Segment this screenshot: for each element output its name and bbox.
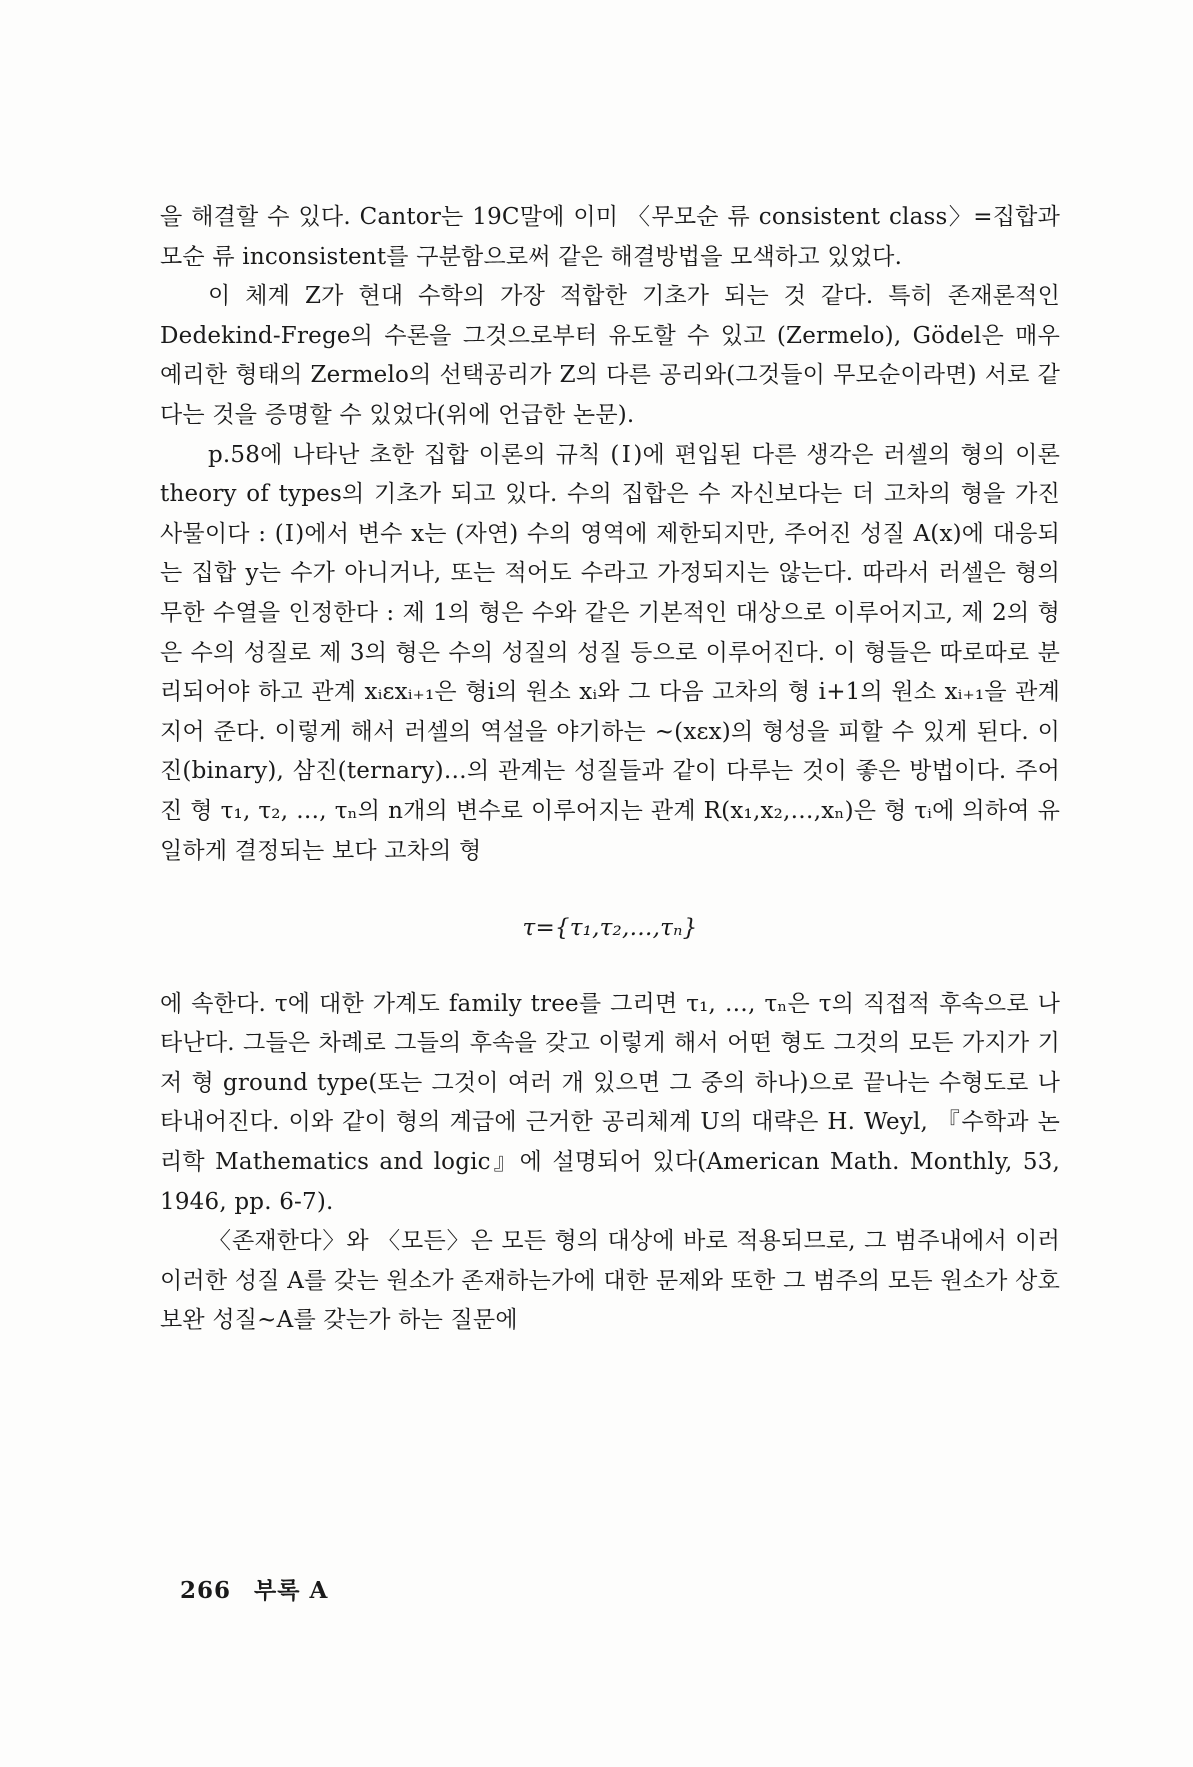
page-footer: [180, 1572, 328, 1605]
paragraph-family-tree: 에 속한다. τ에 대한 가계도 family tree를 그리면 τ₁, …, τₙ은 τ의 직접적 후속으로 나타난다. 그들은 차례로 그들의 후속을 갖고 이렇게 해서 어떤 형도 그것의 모든 가지가 기저 형 ground type(또는 그것이 여러 개 있으면 그 중의 하나)으로 끝나는 수형도로 나타내어진다. 이와 같이 형의 계급에 근거한 공리체계 U의 대략은 H. Weyl, 『수학과 논리학 Mathematics and logic』에 설명되어 있다(American Math. Monthly, 53, 1946, pp. 6-7).: [160, 990, 1060, 1215]
paragraph-theory-of-types: p.58에 나타난 초한 집합 이론의 규칙 (Ⅰ)에 편입된 다른 생각은 러셀의 형의 이론 theory of types의 기초가 되고 있다. 수의 집합은 수 자신보다는 더 고차의 형을 가진 사물이다 : (Ⅰ)에서 변수 x는 (자연) 수의 영역에 제한되지만, 주어진 성질 A(x)에 대응되는 집합 y는 수가 아니거나, 또는 적어도 수라고 가정되지는 않는다. 따라서 러셀은 형의 무한 수열을 인정한다 : 제 1의 형은 수와 같은 기본적인 대상으로 이루어지고, 제 2의 형은 수의 성질로 제 3의 형은 수의 성질의 성질 등으로 이루어진다. 이 형들은 따로따로 분리되어야 하고 관계 xᵢεxᵢ₊₁은 형i의 원소 xᵢ와 그 다음 고차의 형 i+1의 원소 xᵢ₊₁을 관계지어 준다. 이렇게 해서 러셀의 역설을 야기하는 ~(xεx)의 형성을 피할 수 있게 된다. 이진(binary), 삼진(ternary)…의 관계는 성질들과 같이 다루는 것이 좋은 방법이다. 주어진 형 τ₁, τ₂, …, τₙ의 n개의 변수로 이루어지는 관계 R(x₁,x₂,…,xₙ)은 형 τᵢ에 의하여 유일하게 결정되는 보다 고차의 형: [160, 441, 1060, 864]
section-label: 부록 A: [254, 1577, 329, 1604]
paragraph-continuation: 을 해결할 수 있다. Cantor는 19C말에 이미 〈무모순 류 consistent class〉=집합과 모순 류 inconsistent를 구분함으로써 같은 해결방법을 모색하고 있었다.: [160, 204, 1060, 270]
paragraph-system-z: 이 체계 Z가 현대 수학의 가장 적합한 기초가 되는 것 같다. 특히 존재론적인 Dedekind-Frege의 수론을 그것으로부터 유도할 수 있고 (Zermelo), Gödel은 매우 예리한 형태의 Zermelo의 선택공리가 Z의 다른 공리와(그것들이 무모순이라면) 서로 같다는 것을 증명할 수 있었다(위에 언급한 논문).: [160, 283, 1060, 428]
page-number: 266: [180, 1577, 232, 1604]
paragraph-exists-all: 〈존재한다〉와 〈모든〉은 모든 형의 대상에 바로 적용되므로, 그 범주내에서 이러이러한 성질 A를 갖는 원소가 존재하는가에 대한 문제와 또한 그 범주의 모든 원소가 상호보완 성질~A를 갖는가 하는 질문에: [160, 1228, 1060, 1334]
body-text: [160, 198, 1060, 1341]
formula-tau: τ={τ₁,τ₂,…,τₙ}: [522, 915, 698, 942]
